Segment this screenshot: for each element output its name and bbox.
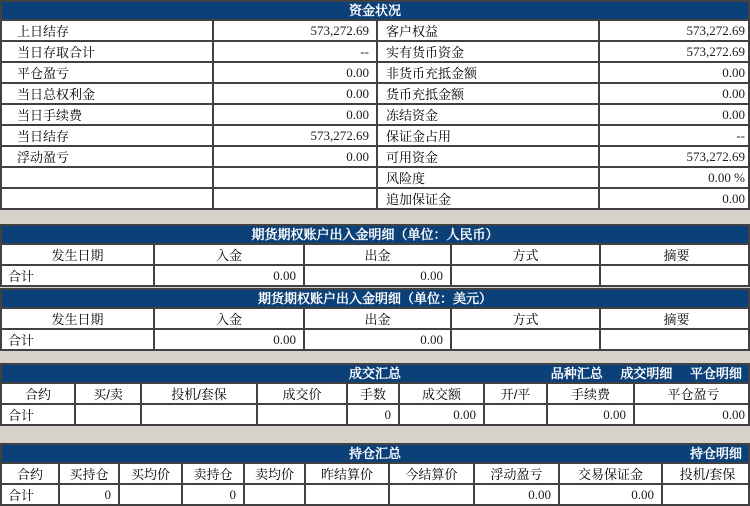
column-header: 入金 bbox=[154, 308, 304, 329]
funds-label-cell: 货币充抵金额 bbox=[377, 83, 599, 104]
trade-summary-section bbox=[0, 363, 750, 426]
funds-row bbox=[2, 167, 750, 188]
column-header: 合约 bbox=[2, 463, 59, 484]
funds-value-cell: 573,272.69 bbox=[599, 20, 750, 41]
position-summary-header-row bbox=[2, 463, 750, 484]
column-header: 成交价 bbox=[257, 383, 347, 404]
funds-value-cell bbox=[213, 167, 377, 188]
funds-value-cell: 0.00 bbox=[213, 83, 377, 104]
float-pnl-cell: 0.00 bbox=[474, 484, 559, 504]
funds-label-cell: 当日存取合计 bbox=[2, 41, 213, 62]
funds-label-cell: 平仓盈亏 bbox=[2, 62, 213, 83]
deposit-total-cell: 0.00 bbox=[154, 265, 304, 285]
funds-row bbox=[2, 83, 750, 104]
funds-label-cell: 冻结资金 bbox=[377, 104, 599, 125]
funds-value-cell: 0.00 bbox=[213, 146, 377, 167]
column-header: 手续费 bbox=[547, 383, 634, 404]
funds-label-cell: 当日总权利金 bbox=[2, 83, 213, 104]
prev-settle-cell bbox=[305, 484, 389, 504]
funds-row bbox=[2, 62, 750, 83]
method-cell bbox=[451, 265, 600, 285]
funds-value-cell: 0.00 bbox=[599, 62, 750, 83]
column-header: 出金 bbox=[304, 244, 451, 265]
column-header: 合约 bbox=[2, 383, 75, 404]
column-header: 买持仓 bbox=[59, 463, 119, 484]
total-label-cell: 合计 bbox=[2, 404, 75, 424]
column-header: 开/平 bbox=[484, 383, 547, 404]
funds-title-bar bbox=[2, 2, 748, 19]
funds-value-cell: 573,272.69 bbox=[213, 20, 377, 41]
funds-label-cell: 保证金占用 bbox=[377, 125, 599, 146]
trade-summary-title-bar bbox=[2, 365, 748, 382]
total-label-cell: 合计 bbox=[2, 265, 154, 285]
column-header: 出金 bbox=[304, 308, 451, 329]
column-header: 平仓盈亏 bbox=[634, 383, 750, 404]
lots-cell: 0 bbox=[347, 404, 399, 424]
cashflow-cny-header-row bbox=[2, 244, 750, 265]
column-header: 方式 bbox=[451, 308, 600, 329]
memo-cell bbox=[600, 329, 750, 349]
cashflow-usd-total-row bbox=[2, 329, 750, 349]
funds-row bbox=[2, 146, 750, 167]
column-header: 方式 bbox=[451, 244, 600, 265]
memo-cell bbox=[600, 265, 750, 285]
trade-summary-header-row bbox=[2, 383, 750, 404]
column-header: 买/卖 bbox=[75, 383, 141, 404]
cashflow-cny-total-row bbox=[2, 265, 750, 285]
trade-summary-total-row bbox=[2, 404, 750, 424]
short-avg-price-cell bbox=[244, 484, 305, 504]
funds-label-cell bbox=[2, 188, 213, 208]
trade-summary-table bbox=[2, 382, 750, 424]
short-position-cell: 0 bbox=[182, 484, 244, 504]
funds-value-cell: 0.00 % bbox=[599, 167, 750, 188]
column-header: 买均价 bbox=[119, 463, 182, 484]
link-position-detail[interactable]: 持仓明细 bbox=[689, 446, 742, 461]
column-header: 交易保证金 bbox=[559, 463, 662, 484]
column-header: 发生日期 bbox=[2, 308, 154, 329]
funds-label-cell: 非货币充抵金额 bbox=[377, 62, 599, 83]
funds-table bbox=[2, 19, 750, 208]
cashflow-usd-section bbox=[0, 288, 750, 351]
cashflow-usd-table bbox=[2, 307, 750, 349]
funds-value-cell: 0.00 bbox=[213, 104, 377, 125]
funds-label-cell: 当日结存 bbox=[2, 125, 213, 146]
spec-hedge-cell bbox=[141, 404, 257, 424]
column-header: 入金 bbox=[154, 244, 304, 265]
funds-label-cell: 客户权益 bbox=[377, 20, 599, 41]
funds-row bbox=[2, 125, 750, 146]
cashflow-cny-title-bar bbox=[2, 226, 748, 243]
trade-summary-links bbox=[537, 365, 742, 382]
today-settle-cell bbox=[389, 484, 474, 504]
column-header: 昨结算价 bbox=[305, 463, 389, 484]
cashflow-usd-header-row bbox=[2, 308, 750, 329]
position-summary-table bbox=[2, 462, 750, 504]
funds-value-cell: 573,272.69 bbox=[599, 146, 750, 167]
link-variety-summary[interactable]: 品种汇总 bbox=[550, 366, 603, 381]
cashflow-cny-title: 期货期权账户出入金明细（单位：人民币） bbox=[251, 227, 499, 242]
withdraw-total-cell: 0.00 bbox=[304, 265, 451, 285]
method-cell bbox=[451, 329, 600, 349]
funds-value-cell: 0.00 bbox=[599, 188, 750, 208]
funds-value-cell: 0.00 bbox=[599, 104, 750, 125]
funds-section bbox=[0, 0, 750, 210]
funds-row bbox=[2, 20, 750, 41]
funds-title: 资金状况 bbox=[348, 3, 401, 18]
turnover-cell: 0.00 bbox=[399, 404, 484, 424]
cashflow-cny-table bbox=[2, 243, 750, 285]
trade-margin-cell: 0.00 bbox=[559, 484, 662, 504]
buy-sell-cell bbox=[75, 404, 141, 424]
funds-label-cell: 追加保证金 bbox=[377, 188, 599, 208]
long-position-cell: 0 bbox=[59, 484, 119, 504]
funds-label-cell: 实有货币资金 bbox=[377, 41, 599, 62]
position-summary-links bbox=[676, 445, 742, 462]
long-avg-price-cell bbox=[119, 484, 182, 504]
column-header: 卖持仓 bbox=[182, 463, 244, 484]
column-header: 成交额 bbox=[399, 383, 484, 404]
cashflow-usd-title-bar bbox=[2, 290, 748, 307]
column-header: 投机/套保 bbox=[141, 383, 257, 404]
total-label-cell: 合计 bbox=[2, 329, 154, 349]
column-header: 手数 bbox=[347, 383, 399, 404]
funds-label-cell: 可用资金 bbox=[377, 146, 599, 167]
funds-row bbox=[2, 188, 750, 208]
funds-label-cell bbox=[2, 167, 213, 188]
column-header: 发生日期 bbox=[2, 244, 154, 265]
column-header: 投机/套保 bbox=[662, 463, 750, 484]
column-header: 浮动盈亏 bbox=[474, 463, 559, 484]
total-label-cell: 合计 bbox=[2, 484, 59, 504]
spec-hedge-cell bbox=[662, 484, 750, 504]
funds-value-cell: 573,272.69 bbox=[213, 125, 377, 146]
funds-value-cell: 573,272.69 bbox=[599, 41, 750, 62]
funds-label-cell: 上日结存 bbox=[2, 20, 213, 41]
funds-value-cell: -- bbox=[599, 125, 750, 146]
funds-row bbox=[2, 41, 750, 62]
link-trade-detail[interactable]: 成交明细 bbox=[620, 366, 673, 381]
column-header: 卖均价 bbox=[244, 463, 305, 484]
funds-label-cell: 浮动盈亏 bbox=[2, 146, 213, 167]
cashflow-cny-section bbox=[0, 224, 750, 287]
funds-value-cell: 0.00 bbox=[213, 62, 377, 83]
trade-summary-title: 成交汇总 bbox=[348, 366, 401, 381]
fee-cell: 0.00 bbox=[547, 404, 634, 424]
column-header: 今结算价 bbox=[389, 463, 474, 484]
column-header: 摘要 bbox=[600, 244, 750, 265]
position-summary-section bbox=[0, 443, 750, 506]
link-close-detail[interactable]: 平仓明细 bbox=[689, 366, 742, 381]
cashflow-usd-title: 期货期权账户出入金明细（单位：美元） bbox=[257, 291, 492, 306]
position-summary-total-row bbox=[2, 484, 750, 504]
position-summary-title: 持仓汇总 bbox=[348, 446, 401, 461]
deposit-total-cell: 0.00 bbox=[154, 329, 304, 349]
open-close-cell bbox=[484, 404, 547, 424]
position-summary-title-bar bbox=[2, 445, 748, 462]
column-header: 摘要 bbox=[600, 308, 750, 329]
close-pnl-cell: 0.00 bbox=[634, 404, 750, 424]
funds-label-cell: 风险度 bbox=[377, 167, 599, 188]
funds-value-cell: -- bbox=[213, 41, 377, 62]
trade-price-cell bbox=[257, 404, 347, 424]
withdraw-total-cell: 0.00 bbox=[304, 329, 451, 349]
funds-label-cell: 当日手续费 bbox=[2, 104, 213, 125]
funds-value-cell: 0.00 bbox=[599, 83, 750, 104]
funds-value-cell bbox=[213, 188, 377, 208]
funds-row bbox=[2, 104, 750, 125]
